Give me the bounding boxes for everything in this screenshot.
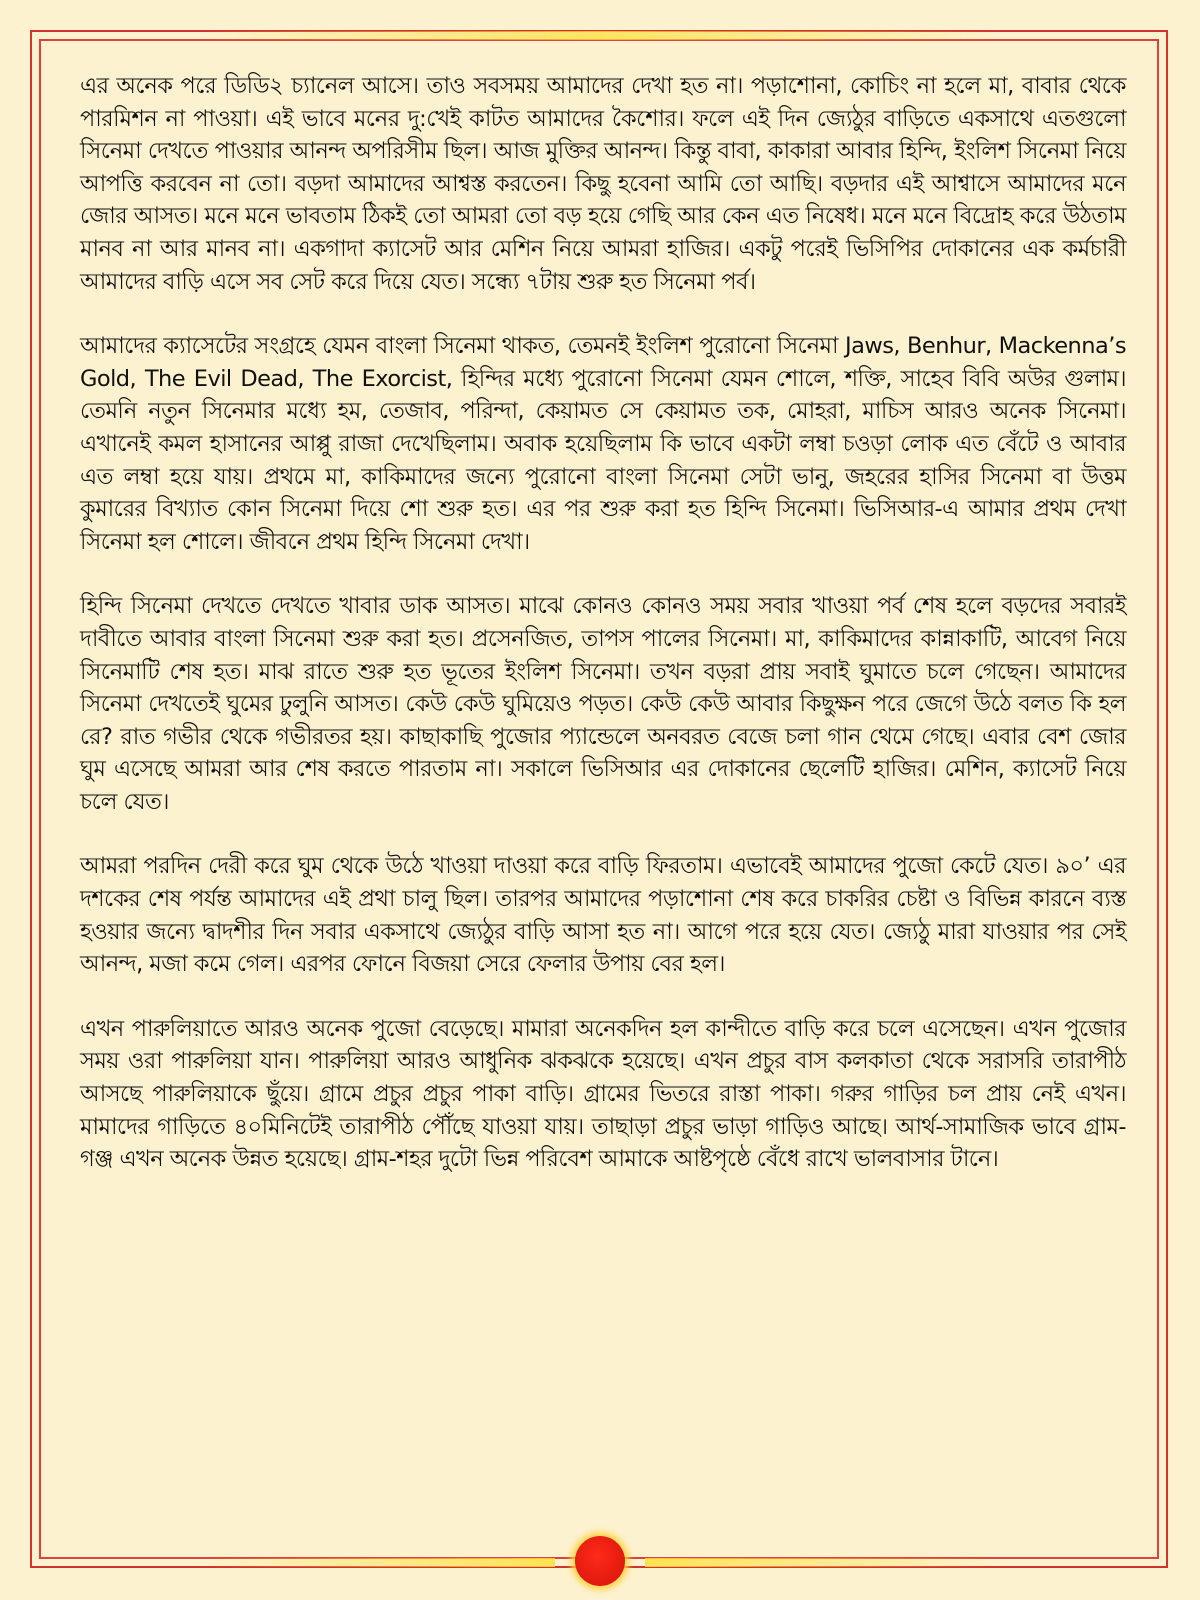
paragraph-4: আমরা পরদিন দেরী করে ঘুম থেকে উঠে খাওয়া দাওয়া করে বাড়ি ফিরতাম। এভাবেই আমাদের পুজো কেটে যেত। ৯০’ এর দশকের শেষ পর্যন্ত আমাদের এই প্রথা চালু ছিল। তারপর আমাদের পড়াশোনা শেষ করে চাকরির চেষ্টা ও বিভিন্ন কারনে ব্যস্ত হওয়ার জন্যে দ্বাদশীর দিন সবার একসাথে জ্যেঠুর বাড়ি আসা হত না। আগে পরে হয়ে যেত। জ্যেঠু মারা যাওয়ার পর সেই আনন্দ, মজা কমে গেল। এরপর ফোনে বিজয়া সেরে ফেলার উপায় বের হল।: [80, 853, 1126, 978]
paragraph-3: হিন্দি সিনেমা দেখতে দেখতে খাবার ডাক আসত। মাঝে কোনও কোনও সময় সবার খাওয়া পর্ব শেষ হলে বড়দের সবারই দাবীতে আবার বাংলা সিনেমা শুরু করা হত। প্রসেনজিত, তাপস পালের সিনেমা। মা, কাকিমাদের কান্নাকাটি, আবেগ নিয়ে সিনেমাটি শেষ হত। মাঝ রাতে শুরু হত ভূতের ইংলিশ সিনেমা। তখন বড়রা প্রায় সবাই ঘুমাতে চলে গেছেন। আমাদের সিনেমা দেখতেই ঘুমের ঢুলুনি আসত। কেউ কেউ ঘুমিয়েও পড়ত। কেউ কেউ আবার কিছুক্ষন পরে জেগে উঠে বলত কি হল রে? রাত গভীর থেকে গভীরতর হয়। কাছাকাছি পুজোর প্যান্ডেলে অনবরত বেজে চলা গান থেমে গেছে। এবার বেশ জোর ঘুম এসেছে আমরা আর শেষ করতে পারতাম না। সকালে ভিসিআর এর দোকানের ছেলেটি হাজির। মেশিন, ক্যাসেট নিয়ে চলে যেত।: [80, 593, 1126, 815]
paragraph-2: আমাদের ক্যাসেটের সংগ্রহে যেমন বাংলা সিনেমা থাকত, তেমনই ইংলিশ পুরোনো সিনেমা Jaws, Benhur, Mackenna’s Gold, The Evil Dead, The Exorcist, হিন্দির মধ্যে পুরোনো সিনেমা যেমন শোলে, শক্তি, সাহেব বিবি অউর গুলাম। তেমনি নতুন সিনেমার মধ্যে হম, তেজাব, পরিন্দা, কেয়ামত সে কেয়ামত তক, মোহরা, মাচিস আরও অনেক সিনেমা। এখানেই কমল হাসানের আপ্পু রাজা দেখেছিলাম। অবাক হয়েছিলাম কি ভাবে একটা লম্বা চওড়া লোক এত বেঁটে ও আবার এত লম্বা হয়ে যায়। প্রথমে মা, কাকিমাদের জন্যে পুরোনো বাংলা সিনেমা সেটা ভানু, জহরের হাসির সিনেমা বা উত্তম কুমারের বিখ্যাত কোন সিনেমা দিয়ে শো শুরু হত। এর পর শুরু করা হত হিন্দি সিনেমা। ভিসিআর-এ আমার প্রথম দেখা সিনেমা হল শোলে। জীবনে প্রথম হিন্দি সিনেমা দেখা।: [80, 333, 1126, 555]
bottom-left-border-glow: [200, 1558, 555, 1567]
top-border-glow: [200, 31, 1000, 40]
paragraph-1: এর অনেক পরে ডিডি২ চ্যানেল আসে। তাও সবসময় আমাদের দেখা হত না। পড়াশোনা, কোচিং না হলে মা, বাবার থেকে পারমিশন না পাওয়া। এই ভাবে মনের দু:খেই কাটত আমাদের কৈশোর। ফলে এই দিন জ্যেঠুর বাড়িতে একসাথে এতগুলো সিনেমা দেখতে পাওয়ার আনন্দ অপরিসীম ছিল। আজ মুক্তির আনন্দ। কিন্তু বাবা, কাকারা আবার হিন্দি, ইংলিশ সিনেমা নিয়ে আপত্তি করবেন না তো। বড়দা আমাদের আশ্বস্ত করতেন। কিছু হবেনা আমি তো আছি। বড়দার এই আশ্বাসে আমাদের মনে জোর আসত। মনে মনে ভাবতাম ঠিকই তো আমরা তো বড় হয়ে গেছি আর কেন এত নিষেধ। মনে মনে বিদ্রোহ করে উঠতাম মানব না আর মানব না। একগাদা ক্যাসেট আর মেশিন নিয়ে আমরা হাজির। একটু পরেই ভিসিপির দোকানের এক কর্মচারী আমাদের বাড়ি এসে সব সেট করে দিয়ে যেত। সন্ধ্যে ৭টায় শুরু হত সিনেমা পর্ব।: [80, 73, 1126, 295]
bottom-right-border-glow: [645, 1558, 1000, 1567]
paragraph-5: এখন পারুলিয়াতে আরও অনেক পুজো বেড়েছে। মামারা অনেকদিন হল কান্দীতে বাড়ি করে চলে এসেছেন। এখন পুজোর সময় ওরা পারুলিয়া যান। পারুলিয়া আরও আধুনিক ঝকঝকে হয়েছে। এখন প্রচুর বাস কলকাতা থেকে সরাসরি তারাপীঠ আসছে পারুলিয়াকে ছুঁয়ে। গ্রামে প্রচুর প্রচুর পাকা বাড়ি। গ্রামের ভিতরে রাস্তা পাকা। গরুর গাড়ির চল প্রায় নেই এখন। মামাদের গাড়িতে ৪০মিনিটেই তারাপীঠ পৌঁছে যাওয়া যায়। তাছাড়া প্রচুর ভাড়া গাড়িও আছে। আর্থ-সামাজিক ভাবে গ্রাম-গঞ্জ এখন অনেক উন্নত হয়েছে। গ্রাম-শহর দুটো ভিন্ন পরিবেশ আমাকে আষ্টপৃষ্ঠে বেঁধে রাখে ভালবাসার টানে।: [80, 1015, 1126, 1173]
article-body: [80, 70, 1126, 1208]
red-circle-ornament: [575, 1536, 625, 1586]
